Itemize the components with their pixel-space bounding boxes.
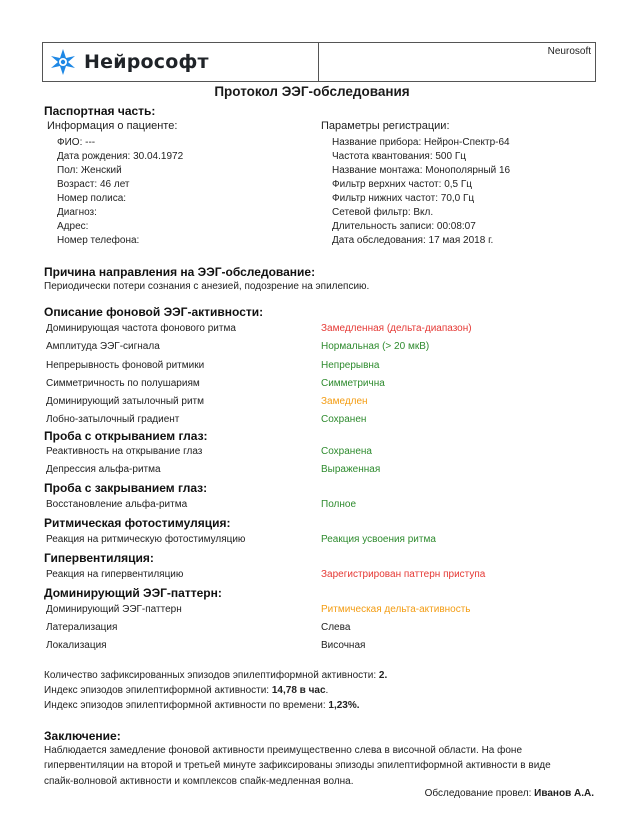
- brand-name: Neurosoft: [547, 46, 591, 57]
- row-value: Непрерывна: [321, 360, 380, 371]
- montage-name: Название монтажа: Монополярный 16: [332, 165, 511, 176]
- episode-time-index-label: Индекс эпизодов эпилептиформной активности по времени:: [44, 700, 329, 711]
- episode-index-suffix: .: [325, 685, 329, 696]
- row-label: Доминирующая частота фонового ритма: [46, 323, 236, 334]
- row-label: Лобно-затылочный градиент: [46, 414, 180, 425]
- row-label: Локализация: [46, 640, 107, 651]
- row-label: Реакция на гипервентиляцию: [46, 569, 184, 580]
- signature-label: Обследование провел:: [424, 788, 535, 799]
- signature: [425, 788, 594, 799]
- episode-index-label: Индекс эпизодов эпилептиформной активности:: [44, 685, 272, 696]
- episode-index-value: 14,78 в час: [271, 685, 326, 696]
- record-duration: Длительность записи: 00:08:07: [332, 221, 476, 232]
- row-label: Симметричность по полушариям: [46, 378, 200, 389]
- patient-birth-date: Дата рождения: 30.04.1972: [57, 151, 184, 162]
- referral-text: Периодически потери сознания с анезией, подозрение на эпилепсию.: [44, 281, 370, 292]
- row-value: Зарегистрирован паттерн приступа: [321, 569, 486, 580]
- row-value: Замедленная (дельта-диапазон): [321, 323, 472, 334]
- row-label: Непрерывность фоновой ритмики: [46, 360, 205, 371]
- report-header: [42, 42, 596, 82]
- episode-time-index: [44, 700, 360, 711]
- row-label: Восстановление альфа-ритма: [46, 499, 188, 510]
- row-value: Височная: [321, 640, 366, 651]
- notch-filter: Сетевой фильтр: Вкл.: [332, 207, 434, 218]
- logo: [43, 43, 319, 81]
- patient-phone: Номер телефона:: [57, 235, 140, 246]
- hypervent-heading: Гипервентиляция:: [44, 551, 154, 565]
- conclusion-text: [44, 743, 604, 789]
- document-title: Протокол ЭЭГ-обследования: [214, 84, 410, 99]
- patient-sex: Пол: Женский: [57, 165, 122, 176]
- episode-index: [44, 685, 328, 696]
- brand-cell: [319, 43, 595, 81]
- neurosoft-star-icon: [48, 47, 78, 77]
- conclusion-line: спайк-волновой активности и комплексов спайк-медленная волна.: [44, 775, 354, 787]
- patient-info-heading: Информация о пациенте:: [47, 120, 178, 132]
- row-value: Выраженная: [321, 464, 381, 475]
- conclusion-heading: Заключение:: [44, 729, 121, 743]
- referral-heading: Причина направления на ЭЭГ-обследование:: [44, 265, 316, 279]
- passport-heading: Паспортная часть:: [44, 104, 156, 118]
- eyes-open-heading: Проба с открыванием глаз:: [44, 429, 208, 443]
- row-value: Ритмическая дельта-активность: [321, 604, 471, 615]
- patient-address: Адрес:: [57, 221, 89, 232]
- row-value: Слева: [321, 622, 351, 633]
- episode-count-label: Количество зафиксированных эпизодов эпилептиформной активности:: [44, 670, 379, 681]
- logo-text: Нейрософт: [84, 51, 209, 73]
- episode-count-value: 2.: [378, 670, 388, 681]
- row-label: Доминирующий ЭЭГ-паттерн: [46, 604, 182, 615]
- high-pass-filter: Фильтр верхних частот: 0,5 Гц: [332, 179, 473, 190]
- photostim-heading: Ритмическая фотостимуляция:: [44, 516, 231, 530]
- device-name: Название прибора: Нейрон-Спектр-64: [332, 137, 510, 148]
- row-label: Депрессия альфа-ритма: [46, 464, 161, 475]
- conclusion-line: Наблюдается замедление фоновой активности преимущественно слева в височной области. На фоне: [44, 745, 523, 756]
- row-label: Доминирующий затылочный ритм: [46, 396, 205, 407]
- row-label: Латерализация: [46, 622, 118, 633]
- patient-policy: Номер полиса:: [57, 193, 127, 204]
- row-value: Замедлен: [321, 396, 368, 407]
- pattern-heading: Доминирующий ЭЭГ-паттерн:: [44, 586, 222, 600]
- row-value: Полное: [321, 499, 357, 510]
- eyes-closed-heading: Проба с закрыванием глаз:: [44, 481, 208, 495]
- registration-params-heading: Параметры регистрации:: [321, 120, 450, 132]
- row-value: Реакция усвоения ритма: [321, 534, 436, 545]
- conclusion-line: гипервентиляции на второй и третьей минуте зафиксированы эпизоды эпилептиформной активности в виде: [44, 760, 551, 772]
- sampling-rate: Частота квантования: 500 Гц: [332, 151, 466, 162]
- row-label: Амплитуда ЭЭГ-сигнала: [46, 341, 160, 352]
- episode-count: [44, 670, 387, 681]
- low-pass-filter: Фильтр нижних частот: 70,0 Гц: [332, 193, 475, 204]
- patient-age: Возраст: 46 лет: [57, 179, 130, 190]
- episode-time-index-value: 1,23%.: [328, 700, 360, 711]
- row-value: Нормальная (> 20 мкВ): [321, 341, 430, 352]
- row-label: Реакция на ритмическую фотостимуляцию: [46, 534, 246, 545]
- signature-name: Иванов А.А.: [534, 788, 594, 799]
- patient-diagnosis: Диагноз:: [57, 207, 97, 218]
- exam-date: Дата обследования: 17 мая 2018 г.: [332, 235, 494, 246]
- patient-name: ФИО: ---: [57, 137, 96, 148]
- row-label: Реактивность на открывание глаз: [46, 446, 203, 457]
- row-value: Симметрична: [321, 378, 385, 389]
- row-value: Сохранена: [321, 446, 372, 457]
- background-heading: Описание фоновой ЭЭГ-активности:: [44, 305, 264, 319]
- row-value: Сохранен: [321, 414, 367, 425]
